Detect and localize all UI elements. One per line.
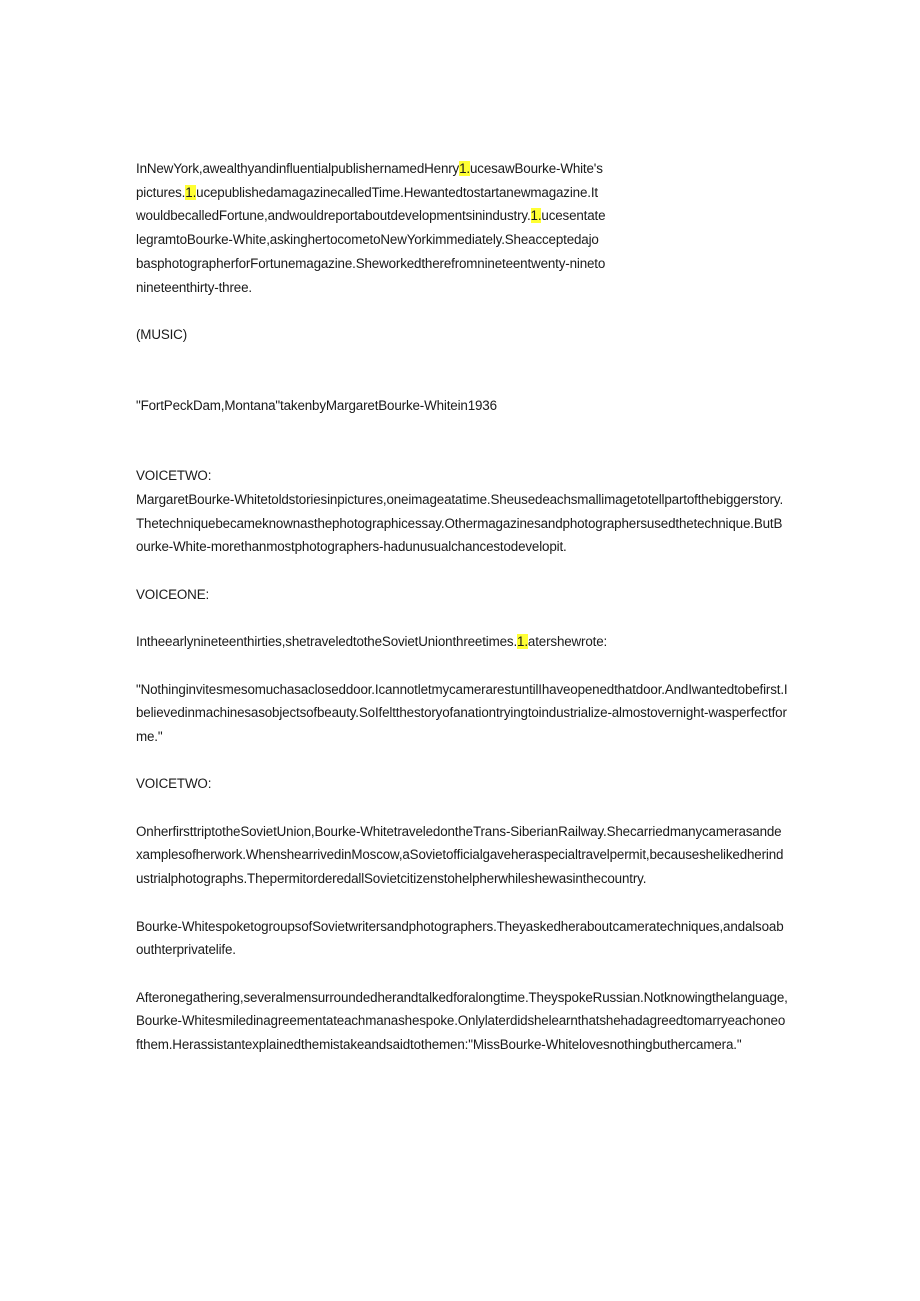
text-segment: ucepublishedamagazinecalledTime.Hewantedtostartanewmagazine.ItwouldbecalledFortune,andwouldreportaboutdevelopmentsinindustry. [136, 184, 598, 224]
speaker-label-voice-two: VOICETWO: [136, 776, 212, 792]
speaker-label-voice-two: VOICETWO: [136, 468, 212, 484]
speaker-label-voice-one: VOICEONE: [136, 586, 210, 602]
text-segment: ucesentatelegramtoBourke-White,askinghertocometoNewYorkimmediately.SheacceptedajobasphotographerforFortunemagazine.Sheworkedtherefromnineteentwenty-ninetonineteenthirty-three. [136, 208, 606, 295]
music-cue: (MUSIC) [136, 326, 188, 342]
document-body [136, 157, 788, 1057]
text-segment: Intheearlynineteenthirties,shetraveledtotheSovietUnionthreetimes. [136, 634, 518, 650]
highlight-mark: 1. [530, 208, 542, 224]
paragraph-gathering: Afteronegathering,severalmensurroundedherandtalkedforalongtime.TheyspokeRussian.Notknowingthelanguage,Bourke-Whitesmiledinagreementateachmanashespoke.Onlylaterdidshelearnthatshehadagreedtomarryeachoneofthem.Herassistantexplainedthemistakeandsaidtothemen:"MissBourke-Whitelovesnothingbuthercamera." [136, 989, 788, 1053]
paragraph-soviet-writers: Bourke-WhitespoketogroupsofSovietwritersandphotographers.Theyaskedheraboutcameratechniques,andalsoabouthterprivatelife. [136, 918, 784, 958]
highlight-mark: 1. [517, 634, 528, 650]
photo-caption: "FortPeckDam,Montana"takenbyMargaretBourke-Whitein1936 [136, 397, 497, 413]
text-segment: ucesawBourke-White'spictures. [136, 161, 603, 200]
paragraph-photographic-essay: MargaretBourke-Whitetoldstoriesinpictures,oneimageatatime.Sheusedeachsmallimagetotellpartofthebiggerstory.Thetechniquebecameknownasthephotographicessay.Othermagazinesandphotographersusedthetechnique.ButBourke-White-morethanmostphotographers-hadunusualchancestodevelopit. [136, 492, 784, 555]
paragraph-soviet-union [136, 630, 788, 654]
highlight-mark: 1. [459, 161, 470, 176]
paragraph-first-trip: OnherfirsttriptotheSovietUnion,Bourke-WhitetraveledontheTrans-SiberianRailway.Shecarriedmanycamerasandexamplesofherwork.WhenshearrivedinMoscow,aSovietofficialgaveheraspecialtravelpermit,becauseshelikedherindustrialphotographs.ThepermitorderedallSovietcitizenstohelpherwhileshewasinthecountry. [136, 823, 784, 887]
quote-closed-door: "Nothinginvitesmesomuchasacloseddoor.IcannotletmycamerarestuntilIhaveopenedthatdoor.AndIwantedtobefirst.Ibelievedinmachinesasobjectsofbeauty.SoIfeltthestoryofanationtryingtoindustrialize-almostovernight-wasperfectforme." [136, 681, 788, 744]
paragraph-henry-luce [136, 157, 606, 299]
highlight-mark: 1. [185, 184, 197, 200]
text-segment: InNewYork,awealthyandinfluentialpublishernamedHenry [136, 161, 460, 176]
text-segment: atershewrote: [527, 634, 608, 650]
